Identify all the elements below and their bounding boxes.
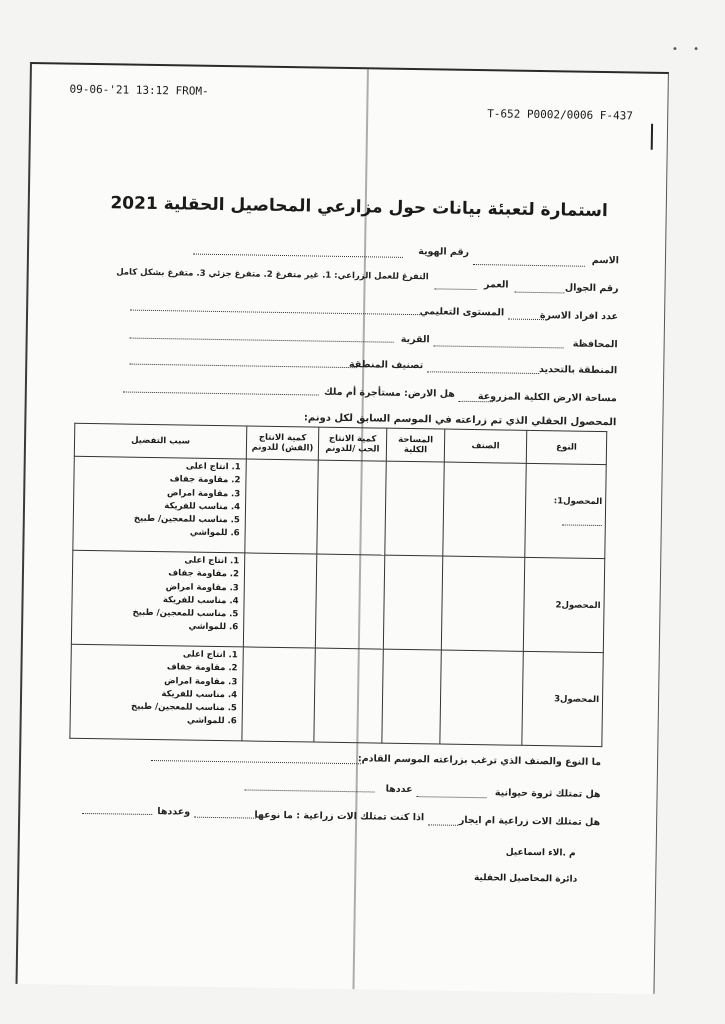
name-label: الاسم	[591, 254, 620, 267]
region-field[interactable]	[427, 371, 539, 374]
corner-marks: • •	[672, 44, 705, 55]
machinery-count-field[interactable]	[82, 813, 152, 815]
crops-table	[69, 423, 607, 747]
id-field[interactable]	[193, 254, 403, 258]
col-straw-yield: كمية الانتاج (القش) للدونم	[246, 426, 319, 460]
reason-item: 5. مناسب للمعجين/ طبيخ	[132, 607, 239, 620]
mobile-label: رقم الجوال	[564, 282, 619, 295]
machinery-type-label: اذا كنت تمتلك الات زراعية : ما نوعها	[254, 809, 425, 824]
machinery-label: هل تمتلك الات زراعية ام ايجار	[458, 814, 601, 829]
governorate-label: المحافظة	[572, 338, 618, 351]
reason-item: 4. مناسب للفريكة	[162, 595, 239, 607]
reasons-cell[interactable]	[71, 550, 244, 647]
fax-page	[16, 62, 669, 994]
machinery-field[interactable]	[428, 824, 458, 825]
name-field[interactable]	[473, 264, 585, 267]
region-class-label: تصنيف المنطقة	[348, 359, 424, 372]
village-field[interactable]	[130, 338, 394, 343]
variety-cell[interactable]	[440, 650, 523, 745]
reason-item: 3. مقاومة امراض	[167, 487, 241, 499]
reason-item: 1. انتاج اعلى	[185, 461, 241, 473]
crop-1-label: المحصول1:	[553, 496, 603, 508]
next-season-label: ما النوع والصنف الذي ترغب بزراعته الموسم القادم:	[357, 753, 602, 769]
id-label: رقم الهوية	[418, 246, 470, 258]
straw-yield-cell[interactable]	[242, 647, 315, 742]
livestock-count-label: عددها	[385, 783, 413, 796]
reasons-cell[interactable]	[73, 456, 246, 553]
family-field[interactable]	[508, 319, 544, 321]
crop-2-cell[interactable]	[523, 557, 604, 652]
ownership-field[interactable]	[123, 391, 319, 395]
reason-item: 1. انتاج اعلى	[182, 649, 238, 661]
table-row	[70, 644, 603, 746]
full-time-label: التفرغ للعمل الزراعي: 1. غير متفرغ 2. متفرغ جزئي 3. متفرغ بشكل كامل	[116, 267, 429, 283]
col-grain-yield: كمية الانتاج الحب /للدونم	[318, 427, 387, 461]
machinery-type-field[interactable]	[194, 817, 256, 819]
age-label: العمر	[484, 279, 509, 291]
reason-item: 6. للمواشي	[188, 622, 239, 633]
grain-yield-cell[interactable]	[314, 648, 383, 743]
family-label: عدد افراد الاسرة	[539, 310, 619, 323]
reason-item: 1. انتاج اعلى	[184, 555, 240, 567]
grain-yield-cell[interactable]	[317, 460, 386, 555]
reason-item: 3. مقاومة امراض	[164, 675, 238, 687]
grain-yield-cell[interactable]	[315, 554, 384, 649]
region-label: المنطقة بالتحديد	[538, 364, 618, 377]
form-title: استمارة لتعبئة بيانات حول مزارعي المحاصيل الحقلية 2021	[110, 193, 608, 222]
next-season-field[interactable]	[151, 760, 361, 764]
reason-item: 6. للمواشي	[186, 716, 237, 727]
table-row	[71, 550, 604, 652]
machinery-count-label: وعددها	[157, 806, 191, 818]
crop-3-label: المحصول3	[554, 693, 600, 705]
fax-header-left: 09-06-'21 13:12 FROM-	[69, 82, 209, 98]
straw-yield-cell[interactable]	[245, 459, 318, 554]
livestock-field[interactable]	[417, 796, 487, 798]
area-cell[interactable]	[383, 555, 442, 650]
margin-mark	[651, 124, 653, 150]
reason-item: 2. مقاومة جفاف	[166, 662, 238, 674]
col-variety: الصنف	[444, 429, 527, 463]
governorate-field[interactable]	[434, 345, 564, 348]
previous-season-heading: المحصول الحقلي الذي تم زراعته في الموسم السابق لكل دونم:	[303, 412, 617, 429]
ownership-label: هل الارض: مستأجرة أم ملك	[323, 386, 455, 400]
reason-item: 3. مقاومة امراض	[165, 581, 239, 593]
mobile-field[interactable]	[514, 292, 564, 294]
reason-item: 2. مقاومة جفاف	[169, 474, 241, 486]
table-row	[73, 456, 606, 558]
fax-header-right: T-652 P0002/0006 F-437	[487, 107, 634, 123]
age-field[interactable]	[434, 288, 476, 290]
village-label: القرية	[400, 333, 430, 346]
reason-item: 4. مناسب للفريكة	[161, 689, 238, 701]
reason-item: 6. للمواشي	[189, 528, 240, 539]
area-cell[interactable]	[385, 461, 444, 556]
region-class-field[interactable]	[129, 364, 357, 369]
reason-item: 2. مقاومة جفاف	[168, 568, 240, 580]
signer-name: م .الاء اسماعيل	[505, 847, 576, 859]
reason-item: 5. مناسب للمعجين/ طبيخ	[130, 701, 237, 714]
col-type: النوع	[526, 430, 607, 464]
col-preference-reason: سبب التفضيل	[74, 423, 246, 459]
straw-yield-cell[interactable]	[243, 553, 316, 648]
livestock-label: هل تمتلك ثروة حيوانية	[494, 787, 601, 801]
variety-cell[interactable]	[443, 462, 526, 557]
reason-item: 4. مناسب للفريكة	[164, 501, 241, 513]
area-field[interactable]	[459, 401, 493, 403]
crop-2-label: المحصول2	[555, 599, 601, 611]
education-label: المستوى التعليمي	[419, 306, 505, 319]
area-cell[interactable]	[382, 649, 441, 744]
col-area: المساحة الكلية	[386, 428, 445, 462]
reasons-cell[interactable]	[70, 644, 243, 741]
reason-item: 5. مناسب للمعجين/ طبيخ	[133, 513, 240, 526]
area-label: مساحة الارض الكلية المزروعة	[477, 391, 617, 405]
department-name: دائرة المحاصيل الحقلية	[473, 873, 578, 885]
crop-1-cell[interactable]	[525, 463, 606, 558]
crop-1-dots	[562, 524, 602, 526]
crop-3-cell[interactable]	[522, 651, 603, 746]
education-field[interactable]	[130, 310, 420, 316]
variety-cell[interactable]	[441, 556, 524, 651]
